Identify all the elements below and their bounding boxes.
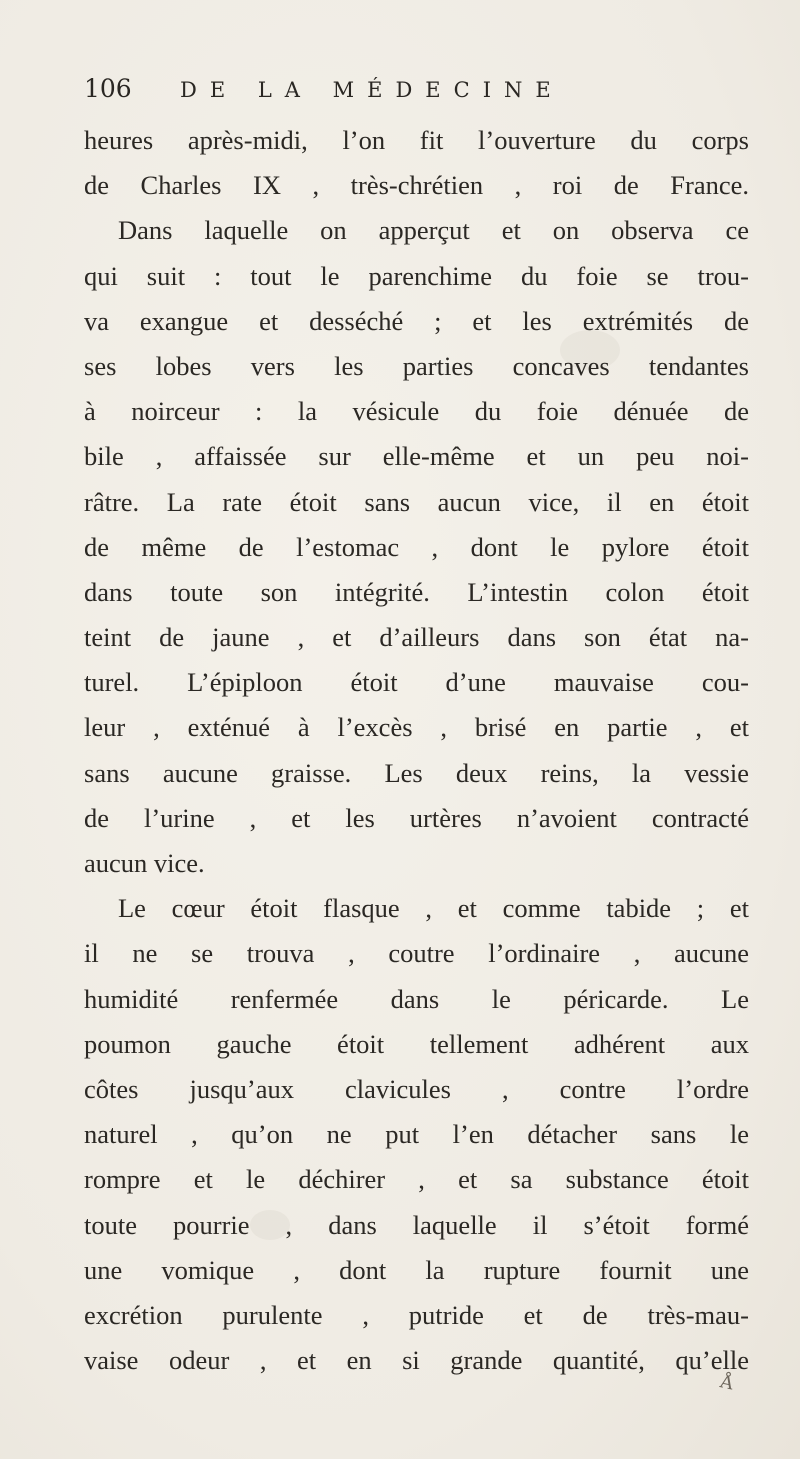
page-number: 106: [84, 74, 132, 103]
text-line: leur , exténué à l’excès , brisé en partie , et: [84, 712, 749, 743]
text-line: une vomique , dont la rupture fournit une: [84, 1254, 749, 1285]
text-line: teint de jaune , et d’ailleurs dans son état na-: [84, 622, 749, 653]
text-line: ses lobes vers les parties concaves tendantes: [84, 350, 749, 381]
body-text: [84, 118, 749, 1383]
text-line: dans toute son intégrité. L’intestin colon étoit: [84, 576, 749, 607]
text-line: de même de l’estomac , dont le pylore étoit: [84, 531, 749, 562]
text-line: qui suit : tout le parenchime du foie se trou-: [84, 260, 749, 291]
text-line: de l’urine , et les urtères n’avoient contracté: [84, 802, 749, 833]
text-line: naturel , qu’on ne put l’en détacher sans le: [84, 1119, 749, 1150]
text-line: râtre. La rate étoit sans aucun vice, il en étoit: [84, 486, 749, 517]
paragraph-2: [84, 886, 749, 1383]
text-line: heures après-midi, l’on fit l’ouverture du corps: [84, 125, 749, 155]
text-line: toute pourrie , dans laquelle il s’étoit formé: [84, 1209, 749, 1240]
text-line: humidité renfermée dans le péricarde. Le: [84, 983, 749, 1014]
page-header: [84, 74, 704, 114]
text-line: sans aucune graisse. Les deux reins, la vessie: [84, 757, 749, 788]
printer-mark: Å: [718, 1371, 736, 1395]
text-line: poumon gauche étoit tellement adhérent aux: [84, 1028, 749, 1059]
text-line: turel. L’épiploon étoit d’une mauvaise cou-: [84, 667, 749, 698]
text-line: Le cœur étoit flasque , et comme tabide ; et: [118, 893, 749, 924]
text-line: aucun vice.: [84, 848, 205, 878]
text-line: bile , affaissée sur elle-même et un peu noi-: [84, 441, 749, 472]
text-line: à noirceur : la vésicule du foie dénuée de: [84, 396, 749, 427]
text-line: côtes jusqu’aux clavicules , contre l’ordre: [84, 1073, 749, 1104]
text-line: va exangue et desséché ; et les extrémités de: [84, 305, 749, 336]
text-line: de Charles IX , très-chrétien , roi de France.: [84, 170, 749, 201]
text-line: il ne se trouva , coutre l’ordinaire , aucune: [84, 938, 749, 969]
text-line: vaise odeur , et en si grande quantité, qu’elle: [84, 1345, 749, 1376]
running-head: DE LA MÉDECINE: [180, 78, 564, 102]
text-line: excrétion purulente , putride et de très-mau-: [84, 1299, 749, 1330]
paragraph-1: [84, 118, 749, 886]
text-line: Dans laquelle on apperçut et on observa ce: [118, 215, 749, 246]
text-line: rompre et le déchirer , et sa substance étoit: [84, 1164, 749, 1195]
